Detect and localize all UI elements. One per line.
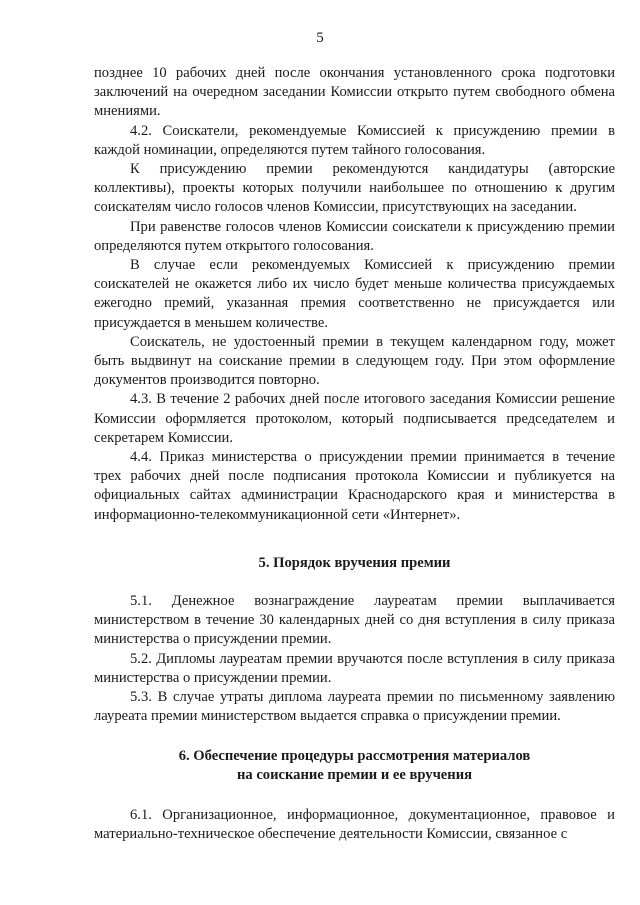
section-6-heading-line2: на соискание премии и ее вручения	[236, 766, 473, 783]
paragraph-4-2: 4.2. Соискатели, рекомендуемые Комиссией к присуждению премии в каждой номинации, определяются путем тайного голосования.	[94, 122, 615, 158]
page-number: 5	[316, 30, 324, 46]
paragraph-5-3: 5.3. В случае утраты диплома лауреата премии по письменному заявлению лауреата премии министерством выдается справка о присуждении премии.	[94, 689, 615, 725]
paragraph-4-3: 4.3. В течение 2 рабочих дней после итогового заседания Комиссии решение Комиссии оформляется протоколом, который подписывается председателем и секретарем Комиссии.	[94, 391, 615, 446]
paragraph-insufficient-candidates: В случае если рекомендуемых Комиссией к присуждению премии соискателей не окажется либо их число будет меньше количества присуждаемых ежегодно премий, указанная премия соответственно не присуждается или присуждается в меньшем количестве.	[94, 257, 615, 331]
paragraph-nomination-criteria: К присуждению премии рекомендуются кандидатуры (авторские коллективы), проекты которых получили наибольшее по отношению к другим соискателям число голосов членов Комиссии, присутствующих на заседании.	[94, 161, 615, 216]
paragraph-continuation: позднее 10 рабочих дней после окончания установленного срока подготовки заключений на очередном заседании Комиссии открыто путем свободного обмена мнениями.	[94, 65, 615, 120]
paragraph-equal-votes: При равенстве голосов членов Комиссии соискатели к присуждению премии определяются путем открытого голосования.	[94, 218, 615, 254]
paragraph-4-4: 4.4. Приказ министерства о присуждении премии принимается в течение трех рабочих дней после подписания протокола Комиссии и публикуется на официальных сайтах администрации Краснодарского края и министерства в информационно-телекоммуникационной сети «Интернет».	[94, 449, 615, 523]
section-6-heading	[94, 747, 615, 785]
paragraph-6-1: 6.1. Организационное, информационное, документационное, правовое и материально-техническое обеспечение деятельности Комиссии, связанное с	[94, 806, 615, 843]
paragraph-renomination: Соискатель, не удостоенный премии в текущем календарном году, может быть выдвинут на соискание премии в следующем году. При этом оформление документов производится повторно.	[94, 333, 615, 389]
section-5-heading: 5. Порядок вручения премии	[258, 554, 451, 571]
paragraph-5-2: 5.2. Дипломы лауреатам премии вручаются после вступления в силу приказа министерства о присуждении премии.	[94, 650, 615, 686]
document-body	[94, 64, 615, 844]
paragraph-5-1: 5.1. Денежное вознаграждение лауреатам премии выплачивается министерством в течение 30 календарных дней со дня вступления в силу приказа министерства о присуждении премии.	[94, 593, 615, 648]
section-6-heading-line1: 6. Обеспечение процедуры рассмотрения материалов	[178, 747, 531, 764]
